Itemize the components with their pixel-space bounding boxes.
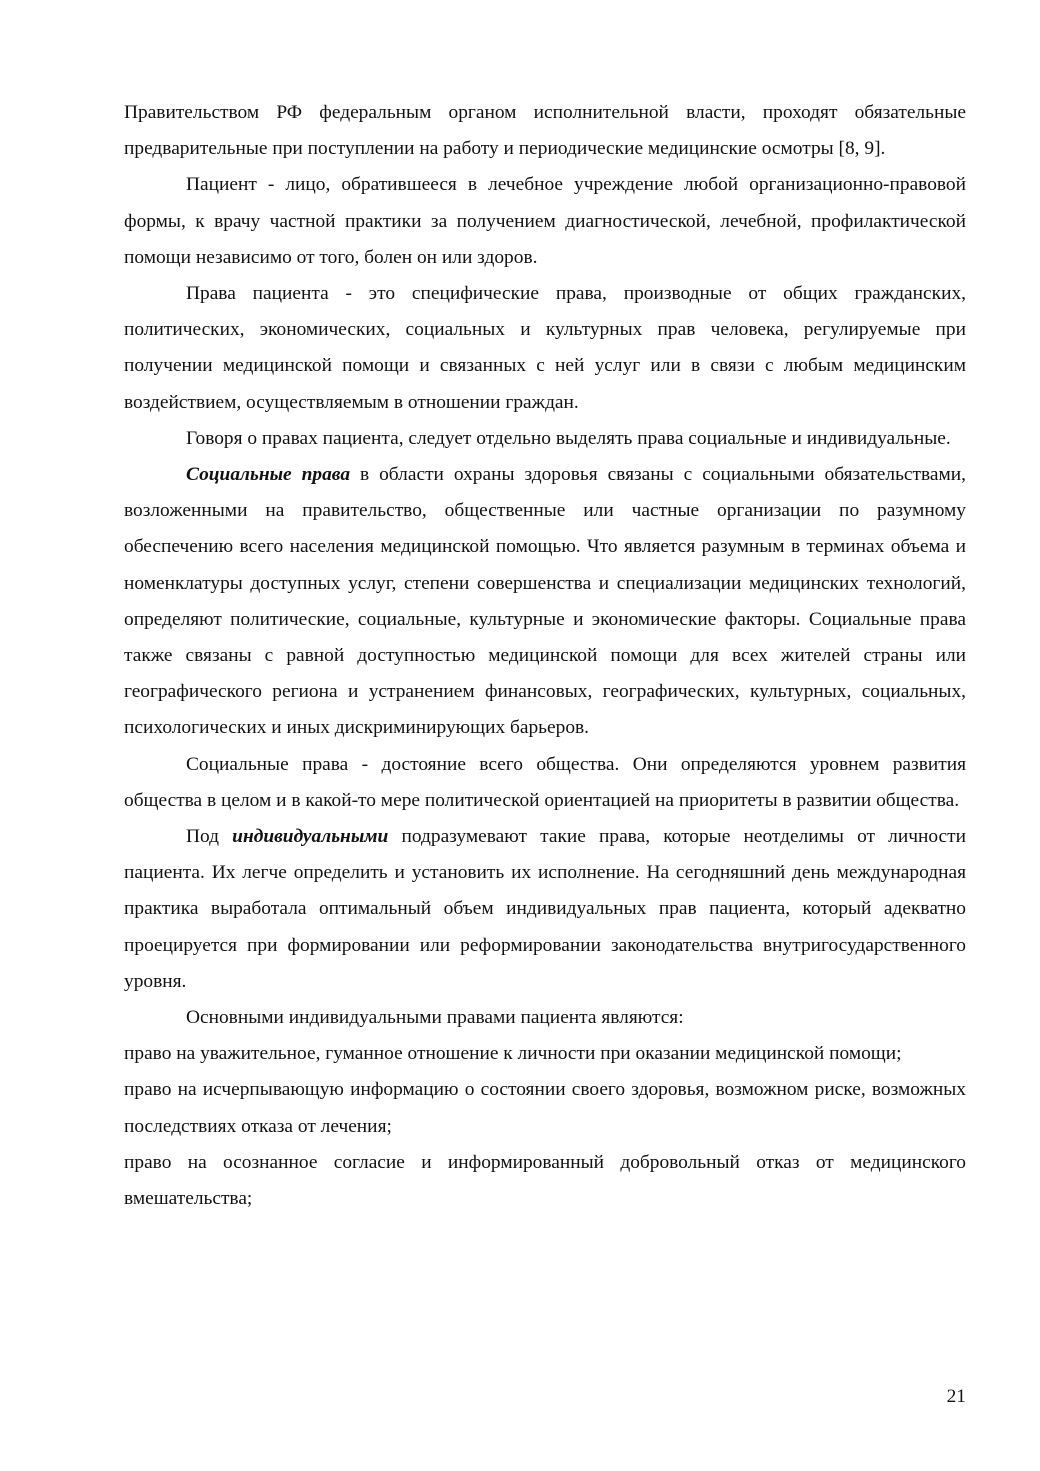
paragraph-rights-types: Говоря о правах пациента, следует отдельно выделять права социальные и индивидуальные. xyxy=(186,427,951,449)
paragraph-social-rights-society: Социальные права - достояние всего общества. Они определяются уровнем развития общества в целом и в какой-то мере политической ориентацией на приоритеты в развитии общества. xyxy=(124,753,966,811)
list-item: право на исчерпывающую информацию о состоянии своего здоровья, возможном риске, возможных последствиях отказа от лечения; xyxy=(124,1079,966,1137)
paragraph-social-rights-text: в области охраны здоровья связаны с социальными обязательствами, возложенными на правительство, общественные или частные организации по разумному обеспечению всего населения медицинской помощью. Что является разумным в терминах объема и номенклатуры доступных услуг, степени совершенства и специализации медицинских технологий, определяют политические, социальные, культурные и экономические факторы. Социальные права также связаны с равной доступностью медицинской помощи для всех жителей страны или географического региона и устранением финансовых, географических, культурных, социальных, психологических и иных дискриминирующих барьеров. xyxy=(124,464,966,739)
paragraph-continuation: Правительством РФ федеральным органом исполнительной власти, проходят обязательные предварительные при поступлении на работу и периодические медицинские осмотры [8, 9]. xyxy=(124,102,966,160)
paragraph-individual-rights-lead: Под xyxy=(186,826,233,848)
paragraph-individual-rights xyxy=(124,819,966,1000)
paragraph-social-rights xyxy=(124,457,966,747)
list-item: право на уважительное, гуманное отношение к личности при оказании медицинской помощи; xyxy=(124,1043,902,1065)
paragraph-individual-rights-text: подразумевают такие права, которые неотделимы от личности пациента. Их легче определить и установить их исполнение. На сегодняшний день международная практика выработала оптимальный объем индивидуальных прав пациента, который адекватно проецируется при формировании или реформировании законодательства внутригосударственного уровня. xyxy=(124,826,966,992)
term-individual: индивидуальными xyxy=(232,826,389,848)
list-item: право на осознанное согласие и информированный добровольный отказ от медицинского вмешательства; xyxy=(124,1151,966,1210)
page-number: 21 xyxy=(946,1386,966,1407)
document-body xyxy=(124,95,966,1217)
paragraph-main-rights-intro: Основными индивидуальными правами пациента являются: xyxy=(186,1007,684,1029)
paragraph-patient-definition: Пациент - лицо, обратившееся в лечебное учреждение любой организационно-правовой формы, к врачу частной практики за получением диагностической, лечебной, профилактической помощи независимо от того, болен он или здоров. xyxy=(124,174,966,268)
paragraph-patient-rights-definition: Права пациента - это специфические права, производные от общих гражданских, политических, экономических, социальных и культурных прав человека, регулируемые при получении медицинской помощи и связанных с ней услуг или в связи с любым медицинским воздействием, осуществляемым в отношении граждан. xyxy=(124,283,966,413)
term-social-rights: Социальные права xyxy=(186,464,351,486)
